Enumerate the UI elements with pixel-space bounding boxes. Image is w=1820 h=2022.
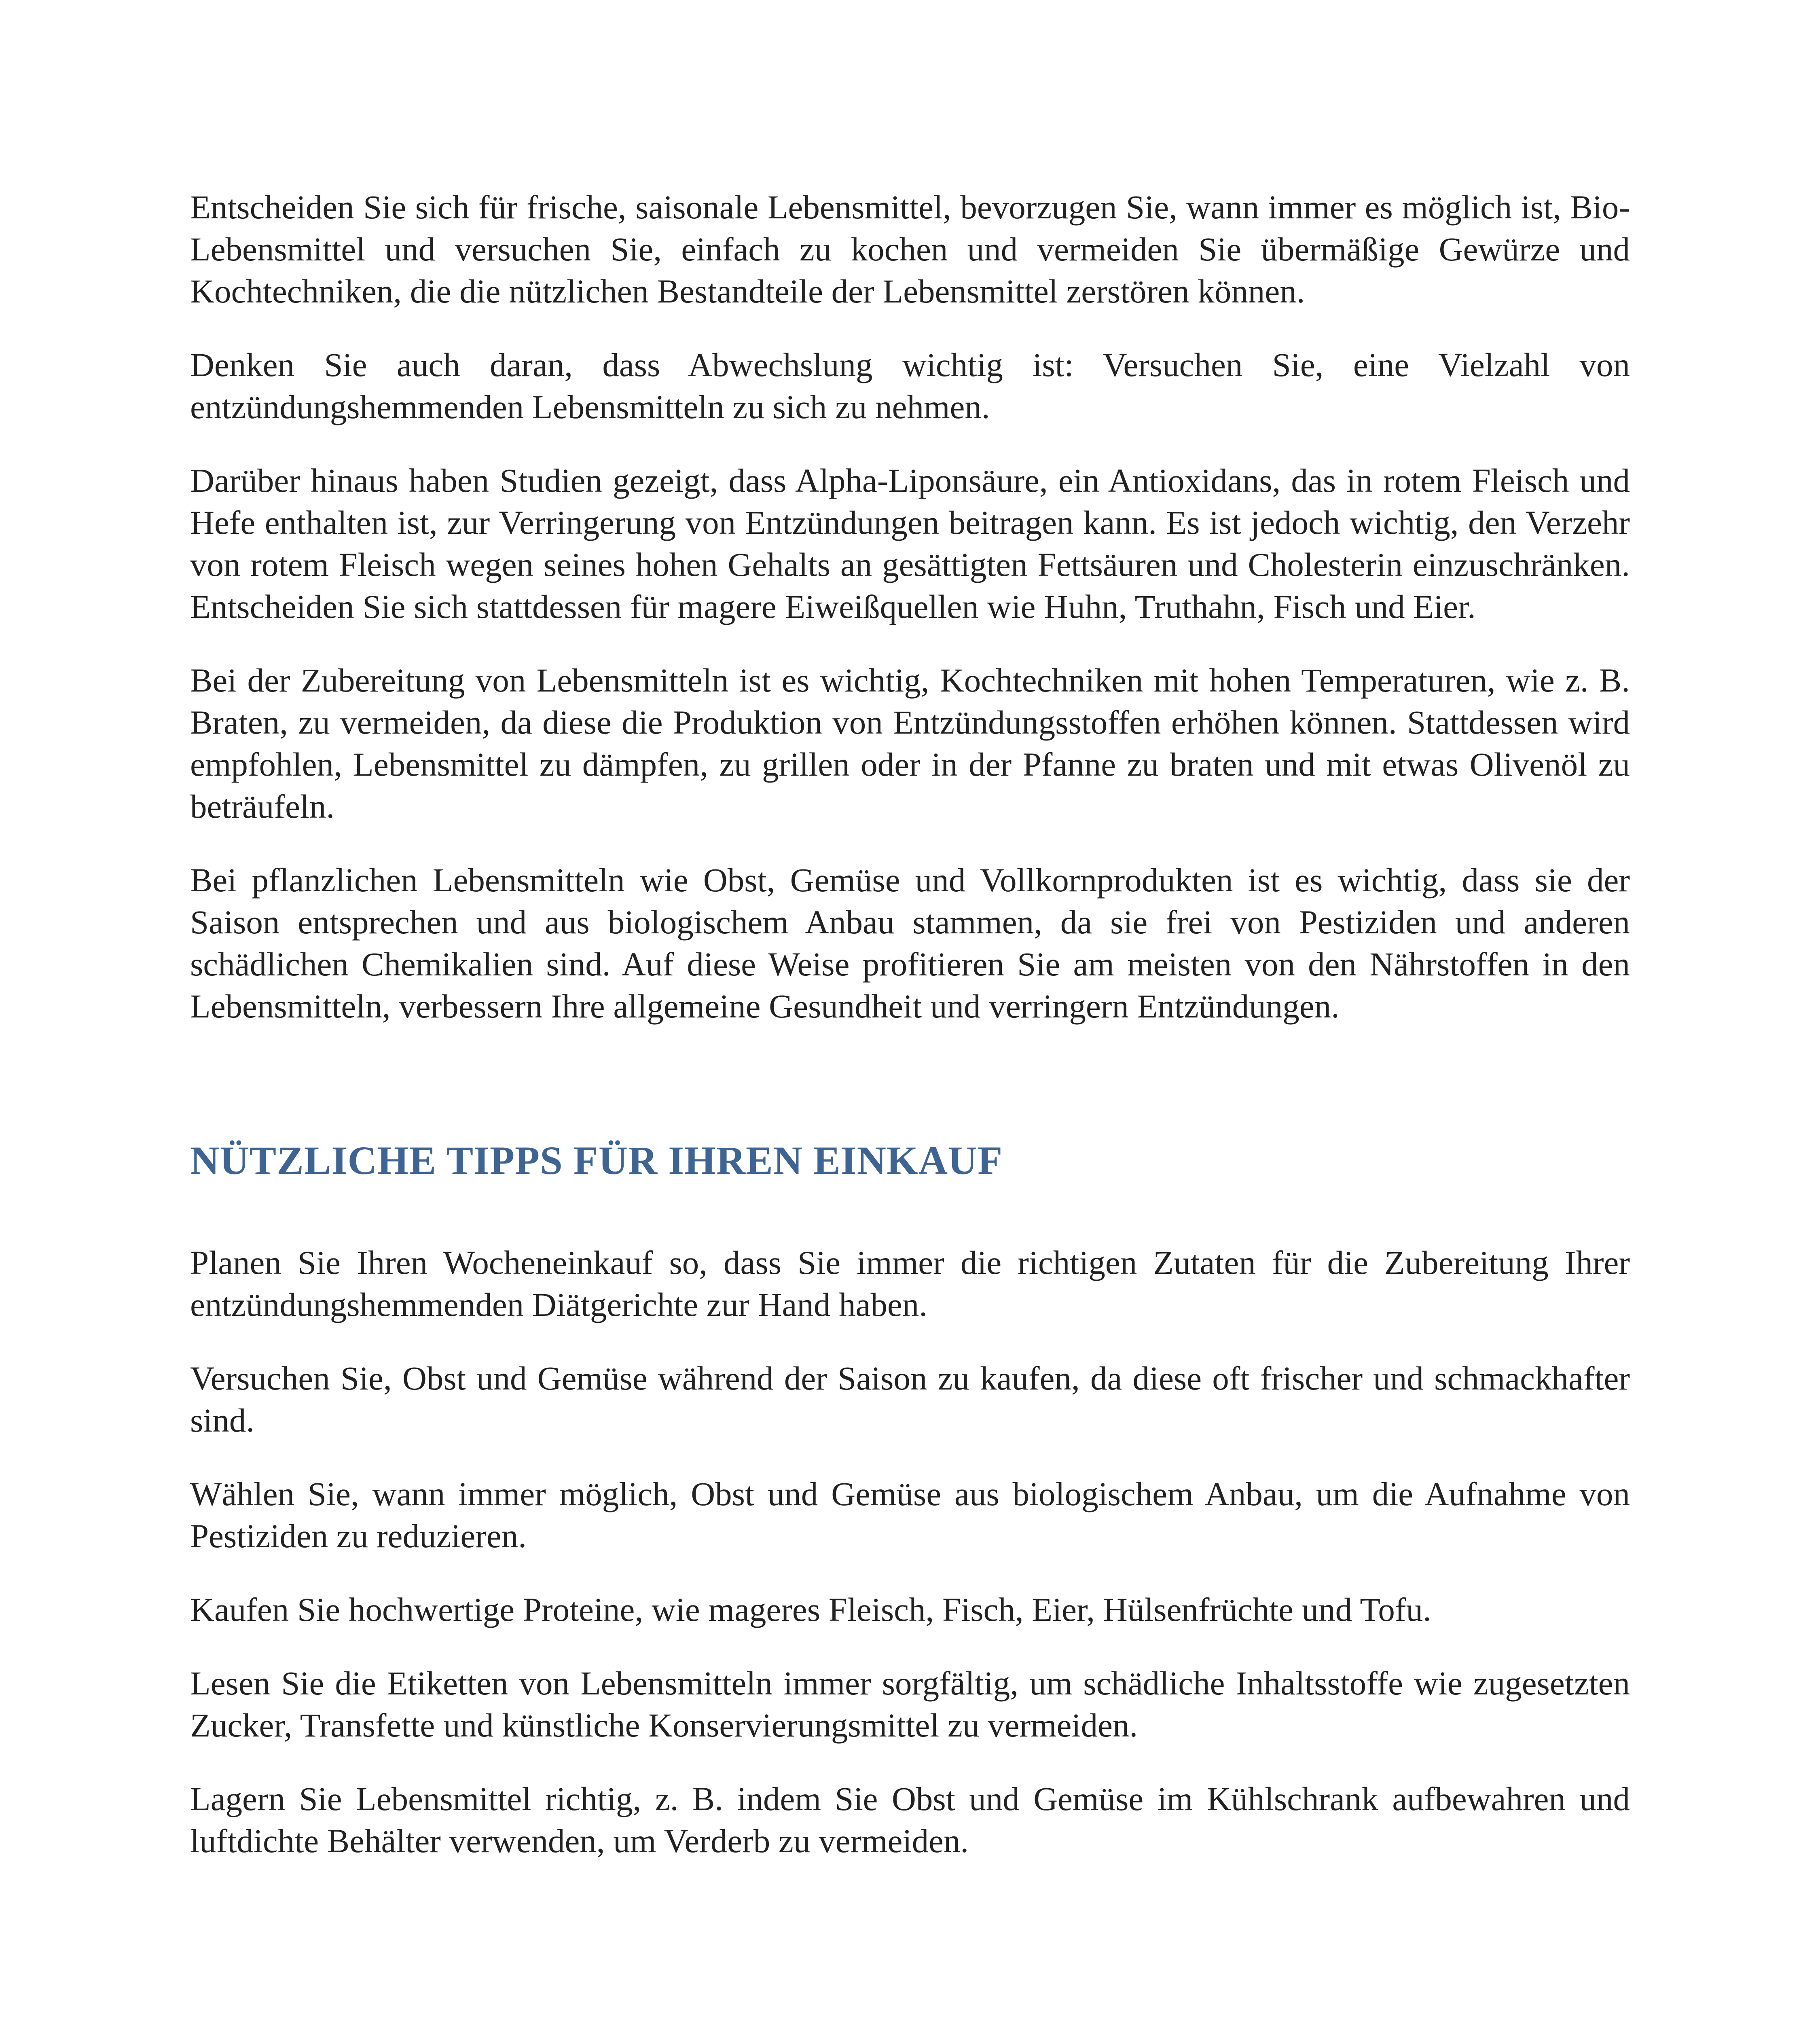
- tip-paragraph: Lesen Sie die Etiketten von Lebensmitteln immer sorgfältig, um schädliche Inhaltsstoffe wie zugesetzten Zucker, Transfette und künstliche Konservierungsmittel zu vermeiden.: [190, 1665, 1630, 1744]
- body-paragraph: Denken Sie auch daran, dass Abwechslung wichtig ist: Versuchen Sie, eine Vielzahl von entzündungshemmenden Lebensmitteln zu sich zu nehmen.: [190, 346, 1630, 425]
- page-content: [190, 186, 1630, 1862]
- tip-paragraph: Kaufen Sie hochwertige Proteine, wie mageres Fleisch, Fisch, Eier, Hülsenfrüchte und Tofu.: [190, 1591, 1431, 1628]
- body-paragraph: Darüber hinaus haben Studien gezeigt, dass Alpha-Liponsäure, ein Antioxidans, das in rotem Fleisch und Hefe enthalten ist, zur Verringerung von Entzündungen beitragen kann. Es ist jedoch wichtig, den Verzehr von rotem Fleisch wegen seines hohen Gehalts an gesättigten Fettsäuren und Cholesterin einzuschränken. Entscheiden Sie sich stattdessen für magere Eiweißquellen wie Huhn, Truthahn, Fisch und Eier.: [190, 462, 1630, 625]
- tip-paragraph: Wählen Sie, wann immer möglich, Obst und Gemüse aus biologischem Anbau, um die Aufnahme von Pestiziden zu reduzieren.: [190, 1475, 1630, 1555]
- tip-paragraph: Versuchen Sie, Obst und Gemüse während der Saison zu kaufen, da diese oft frischer und schmackhafter sind.: [190, 1360, 1630, 1439]
- body-paragraph: Bei der Zubereitung von Lebensmitteln ist es wichtig, Kochtechniken mit hohen Temperaturen, wie z. B. Braten, zu vermeiden, da diese die Produktion von Entzündungsstoffen erhöhen können. Stattdessen wird empfohlen, Lebensmittel zu dämpfen, zu grillen oder in der Pfanne zu braten und mit etwas Olivenöl zu beträufeln.: [190, 662, 1630, 825]
- tip-paragraph: Lagern Sie Lebensmittel richtig, z. B. indem Sie Obst und Gemüse im Kühlschrank aufbewahren und luftdichte Behälter verwenden, um Verderb zu vermeiden.: [190, 1780, 1630, 1859]
- body-paragraph: Entscheiden Sie sich für frische, saisonale Lebensmittel, bevorzugen Sie, wann immer es möglich ist, Bio-Lebensmittel und versuchen Sie, einfach zu kochen und vermeiden Sie übermäßige Gewürze und Kochtechniken, die die nützlichen Bestandteile der Lebensmittel zerstören können.: [190, 188, 1630, 310]
- section-heading: NÜTZLICHE TIPPS FÜR IHREN EINKAUF: [190, 1138, 1003, 1183]
- body-paragraph: Bei pflanzlichen Lebensmitteln wie Obst, Gemüse und Vollkornprodukten ist es wichtig, dass sie der Saison entsprechen und aus biologischem Anbau stammen, da sie frei von Pestiziden und anderen schädlichen Chemikalien sind. Auf diese Weise profitieren Sie am meisten von den Nährstoffen in den Lebensmitteln, verbessern Ihre allgemeine Gesundheit und verringern Entzündungen.: [190, 861, 1630, 1025]
- tip-paragraph: Planen Sie Ihren Wocheneinkauf so, dass Sie immer die richtigen Zutaten für die Zubereitung Ihrer entzündungshemmenden Diätgerichte zur Hand haben.: [190, 1244, 1630, 1323]
